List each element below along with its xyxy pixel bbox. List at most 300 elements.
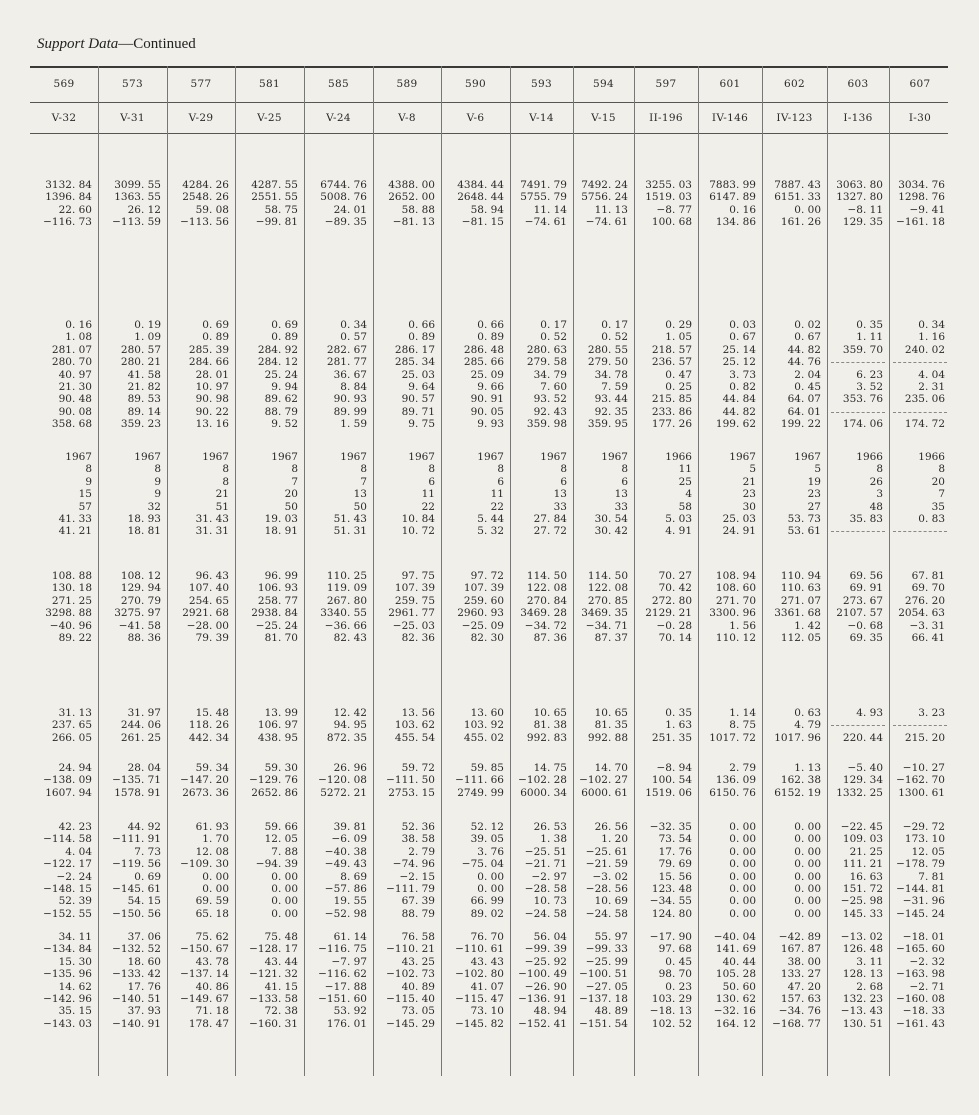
data-cell: 0. 00 <box>794 870 821 883</box>
data-cell: 58 <box>678 500 692 513</box>
data-cell: 3034. 76 <box>898 179 945 191</box>
data-cell: 14. 75 <box>533 762 567 774</box>
data-cell: 1967 <box>134 451 161 463</box>
data-cell: −110. 21 <box>386 943 435 956</box>
data-cell: 3. 52 <box>856 381 883 393</box>
data-cell: 6151. 33 <box>774 191 821 204</box>
data-cell: −32. 35 <box>649 821 692 833</box>
data-cell: −25. 24 <box>255 619 298 632</box>
data-cell: 27. 84 <box>533 513 567 525</box>
data-cell: 69. 70 <box>911 582 945 595</box>
data-cell: 8. 84 <box>340 381 367 393</box>
dashed-rule <box>831 531 885 532</box>
data-cell: 285. 66 <box>463 356 504 369</box>
data-cell: −41. 58 <box>118 619 161 632</box>
data-cell: 1332. 25 <box>836 786 883 799</box>
data-cell: 2551. 55 <box>251 191 298 204</box>
data-cell: 100. 68 <box>651 216 692 229</box>
data-cell: −89. 35 <box>324 216 367 229</box>
data-cell: −25. 98 <box>840 895 883 908</box>
data-cell: 2961. 77 <box>388 607 435 620</box>
data-cell: 73. 10 <box>470 1005 504 1018</box>
data-cell: 108. 60 <box>715 582 756 595</box>
data-cell: 0. 00 <box>202 883 229 895</box>
data-cell: 69. 59 <box>195 895 229 908</box>
column-code: V-8 <box>398 112 416 124</box>
data-cell: 8 <box>560 463 567 476</box>
data-cell: 0. 34 <box>918 319 945 331</box>
data-cell: 3. 23 <box>918 707 945 719</box>
data-cell: 992. 88 <box>587 731 628 744</box>
column-code: IV-123 <box>776 112 813 124</box>
data-cell: −25. 09 <box>461 619 504 632</box>
data-cell: 20 <box>284 488 298 501</box>
data-cell: −21. 59 <box>585 858 628 871</box>
column-code: V-15 <box>591 112 616 124</box>
data-cell: 25. 03 <box>722 513 756 525</box>
data-cell: 5755. 79 <box>520 191 567 204</box>
data-cell: 41. 15 <box>264 980 298 993</box>
data-cell: 3. 73 <box>729 368 756 381</box>
data-cell: −136. 91 <box>518 993 567 1005</box>
data-cell: 0. 00 <box>729 883 756 895</box>
data-cell: 0. 00 <box>794 845 821 858</box>
data-cell: 13. 56 <box>401 707 435 719</box>
data-cell: 4. 04 <box>918 368 945 381</box>
data-cell: 35 <box>931 500 945 513</box>
data-cell: −150. 67 <box>180 943 229 956</box>
data-cell: 1967 <box>601 451 628 463</box>
column-code: II-196 <box>649 112 683 124</box>
data-cell: 15. 30 <box>58 955 92 968</box>
data-cell: −140. 91 <box>112 1017 161 1030</box>
data-cell: 90. 93 <box>333 393 367 406</box>
column-id: 590 <box>465 78 486 90</box>
data-cell: −132. 52 <box>112 943 161 956</box>
data-cell: 0. 00 <box>794 203 821 216</box>
data-cell: −26. 90 <box>524 980 567 993</box>
data-cell: 2. 79 <box>729 762 756 774</box>
data-cell: 2749. 99 <box>457 786 504 799</box>
data-cell: 122. 08 <box>587 582 628 595</box>
data-cell: 359. 23 <box>120 418 161 431</box>
dashed-rule <box>893 412 947 413</box>
data-cell: 43. 43 <box>470 955 504 968</box>
data-cell: 133. 27 <box>780 968 821 981</box>
data-cell: 27. 72 <box>533 525 567 538</box>
data-cell: 16. 63 <box>849 870 883 883</box>
data-cell: 13. 16 <box>195 418 229 431</box>
data-cell: 5 <box>814 463 821 476</box>
data-cell: 76. 58 <box>401 931 435 943</box>
dashed-rule <box>893 531 947 532</box>
dashed-rule <box>893 725 947 726</box>
data-cell: 57 <box>78 500 92 513</box>
data-cell: −152. 41 <box>518 1017 567 1030</box>
data-cell: 97. 75 <box>401 570 435 582</box>
data-cell: 215. 85 <box>651 393 692 406</box>
data-cell: 89. 14 <box>127 405 161 418</box>
data-cell: 0. 00 <box>794 907 821 920</box>
data-cell: 8 <box>938 463 945 476</box>
data-cell: −7. 97 <box>331 955 367 968</box>
column-id: 593 <box>531 78 552 90</box>
data-cell: 17. 76 <box>127 980 161 993</box>
data-cell: 24. 01 <box>333 203 367 216</box>
data-cell: 215. 20 <box>904 731 945 744</box>
data-cell: 128. 13 <box>842 968 883 981</box>
data-cell: −145. 29 <box>386 1017 435 1030</box>
data-cell: −2. 15 <box>399 870 435 883</box>
data-cell: 6 <box>428 475 435 488</box>
data-cell: 6147. 89 <box>709 191 756 204</box>
data-cell: 2548. 26 <box>182 191 229 204</box>
data-cell: 88. 79 <box>401 907 435 920</box>
data-cell: 266. 05 <box>51 731 92 744</box>
data-cell: 9. 52 <box>271 418 298 431</box>
data-cell: 28. 04 <box>127 762 161 774</box>
data-cell: 174. 06 <box>842 418 883 431</box>
data-cell: 10. 84 <box>401 513 435 525</box>
data-cell: 0. 00 <box>794 895 821 908</box>
data-cell: 103. 92 <box>463 719 504 732</box>
data-cell: −25. 03 <box>392 619 435 632</box>
data-cell: 81. 70 <box>264 632 298 644</box>
data-cell: −13. 02 <box>840 931 883 943</box>
data-cell: 93. 52 <box>533 393 567 406</box>
data-cell: 6000. 34 <box>520 786 567 799</box>
data-cell: 2921. 68 <box>182 607 229 620</box>
data-cell: 4. 91 <box>665 525 692 538</box>
data-cell: 2652. 86 <box>251 786 298 799</box>
data-cell: 442. 34 <box>188 731 229 744</box>
data-cell: 26. 12 <box>127 203 161 216</box>
data-column <box>30 66 98 1076</box>
data-cell: 1298. 76 <box>898 191 945 204</box>
data-cell: 2. 04 <box>794 368 821 381</box>
data-cell: 151. 72 <box>842 883 883 895</box>
support-data-table <box>30 66 948 1076</box>
data-cell: 0. 00 <box>271 895 298 908</box>
data-cell: 42. 23 <box>58 821 92 833</box>
data-cell: −10. 27 <box>902 762 945 774</box>
data-cell: 0. 67 <box>794 331 821 344</box>
data-cell: 5. 32 <box>477 525 504 538</box>
data-cell: 59. 34 <box>195 762 229 774</box>
data-cell: −34. 71 <box>585 619 628 632</box>
data-cell: 8 <box>85 463 92 476</box>
data-cell: −168. 77 <box>772 1017 821 1030</box>
data-cell: 25. 12 <box>722 356 756 369</box>
data-cell: 0. 25 <box>665 381 692 393</box>
data-cell: 7 <box>938 488 945 501</box>
data-cell: −24. 58 <box>524 907 567 920</box>
data-cell: 114. 50 <box>526 570 567 582</box>
data-cell: −21. 71 <box>524 858 567 871</box>
data-cell: 0. 57 <box>340 331 367 344</box>
data-cell: −143. 03 <box>43 1017 92 1030</box>
data-cell: 279. 58 <box>526 356 567 369</box>
data-cell: 67. 39 <box>401 895 435 908</box>
data-cell: 0. 00 <box>271 883 298 895</box>
data-cell: 107. 39 <box>394 582 435 595</box>
column-code: IV-146 <box>711 112 749 124</box>
data-cell: 48 <box>869 500 883 513</box>
data-cell: 1. 11 <box>856 331 883 344</box>
data-cell: 3361. 68 <box>774 607 821 620</box>
data-cell: 261. 25 <box>120 731 161 744</box>
data-cell: 0. 52 <box>601 331 628 344</box>
data-cell: 44. 76 <box>787 356 821 369</box>
data-cell: 0. 00 <box>729 895 756 908</box>
data-cell: −2. 71 <box>909 980 945 993</box>
data-cell: 284. 92 <box>257 343 298 356</box>
data-cell: 53. 92 <box>333 1005 367 1018</box>
data-cell: 89. 53 <box>127 393 161 406</box>
data-cell: 280. 21 <box>120 356 161 369</box>
data-cell: 105. 28 <box>715 968 756 981</box>
data-cell: 6150. 76 <box>709 786 756 799</box>
data-cell: −75. 04 <box>461 858 504 871</box>
data-cell: 178. 47 <box>188 1017 229 1030</box>
data-cell: 0. 00 <box>794 833 821 846</box>
data-cell: 359. 98 <box>526 418 567 431</box>
data-cell: 18. 81 <box>127 525 161 538</box>
data-cell: 21. 25 <box>849 845 883 858</box>
data-cell: −81. 13 <box>392 216 435 229</box>
data-cell: 0. 19 <box>134 319 161 331</box>
data-cell: −8. 77 <box>656 203 692 216</box>
data-cell: 52. 36 <box>401 821 435 833</box>
data-cell: −116. 75 <box>318 943 367 956</box>
data-cell: −102. 28 <box>518 774 567 787</box>
data-cell: 31. 13 <box>58 707 92 719</box>
data-cell: 70. 27 <box>658 570 692 582</box>
data-cell: 8. 69 <box>340 870 367 883</box>
data-cell: −114. 58 <box>43 833 92 846</box>
data-cell: 102. 52 <box>651 1017 692 1030</box>
data-cell: 176. 01 <box>326 1017 367 1030</box>
data-cell: 5 <box>749 463 756 476</box>
data-cell: 15 <box>78 488 92 501</box>
data-cell: 1327. 80 <box>836 191 883 204</box>
data-column <box>762 66 827 1076</box>
data-cell: 270. 79 <box>120 594 161 607</box>
data-cell: −119. 56 <box>112 858 161 871</box>
data-cell: 258. 77 <box>257 594 298 607</box>
data-cell: 130. 51 <box>842 1017 883 1030</box>
data-cell: 82. 30 <box>470 632 504 644</box>
data-cell: 358. 68 <box>51 418 92 431</box>
data-cell: 4388. 00 <box>388 179 435 191</box>
data-cell: −149. 67 <box>180 993 229 1005</box>
data-cell: 37. 06 <box>127 931 161 943</box>
data-cell: −102. 73 <box>386 968 435 981</box>
data-cell: 90. 08 <box>58 405 92 418</box>
data-cell: −8. 11 <box>847 203 883 216</box>
data-cell: 872. 35 <box>326 731 367 744</box>
data-cell: −128. 17 <box>249 943 298 956</box>
data-cell: −161. 43 <box>896 1017 945 1030</box>
column-code: V-14 <box>529 112 554 124</box>
data-cell: −3. 31 <box>909 619 945 632</box>
data-cell: −31. 96 <box>902 895 945 908</box>
data-cell: 6 <box>560 475 567 488</box>
data-cell: −22. 45 <box>840 821 883 833</box>
data-cell: 0. 00 <box>729 907 756 920</box>
data-cell: 69. 91 <box>849 582 883 595</box>
data-cell: 438. 95 <box>257 731 298 744</box>
data-cell: 8 <box>497 463 504 476</box>
data-cell: 359. 70 <box>842 343 883 356</box>
data-cell: 161. 26 <box>780 216 821 229</box>
data-cell: 3298. 88 <box>45 607 92 620</box>
data-cell: −160. 31 <box>249 1017 298 1030</box>
data-column <box>235 66 304 1076</box>
data-cell: −57. 86 <box>324 883 367 895</box>
data-cell: 40. 89 <box>401 980 435 993</box>
data-cell: 3. 11 <box>856 955 883 968</box>
data-cell: 0. 66 <box>477 319 504 331</box>
data-cell: −144. 81 <box>896 883 945 895</box>
data-column <box>304 66 373 1076</box>
data-cell: 31. 43 <box>195 513 229 525</box>
data-cell: 12. 08 <box>195 845 229 858</box>
data-cell: 134. 86 <box>715 216 756 229</box>
data-cell: 103. 29 <box>651 993 692 1005</box>
data-cell: 61. 93 <box>195 821 229 833</box>
column-code: V-32 <box>51 112 77 124</box>
data-cell: 31. 97 <box>127 707 161 719</box>
data-cell: 0. 00 <box>794 858 821 871</box>
data-cell: 271. 25 <box>51 594 92 607</box>
data-cell: 5272. 21 <box>320 786 367 799</box>
data-cell: 6000. 61 <box>581 786 628 799</box>
data-cell: 27 <box>807 500 821 513</box>
data-cell: −13. 43 <box>840 1005 883 1018</box>
data-cell: 109. 03 <box>842 833 883 846</box>
data-cell: −109. 30 <box>180 858 229 871</box>
data-cell: 37. 93 <box>127 1005 161 1018</box>
column-code: I-30 <box>908 112 932 124</box>
data-cell: 2. 68 <box>856 980 883 993</box>
data-cell: 39. 81 <box>333 821 367 833</box>
data-cell: −140. 51 <box>112 993 161 1005</box>
data-cell: 1967 <box>65 451 92 463</box>
data-cell: −113. 59 <box>112 216 161 229</box>
data-cell: 70. 14 <box>658 632 692 644</box>
data-cell: 164. 12 <box>715 1017 756 1030</box>
data-cell: 7 <box>291 475 298 488</box>
data-cell: 271. 07 <box>780 594 821 607</box>
data-cell: 0. 83 <box>918 513 945 525</box>
data-cell: 0. 16 <box>729 203 756 216</box>
data-cell: 124. 80 <box>651 907 692 920</box>
data-cell: 10. 65 <box>594 707 628 719</box>
data-cell: −5. 40 <box>847 762 883 774</box>
data-cell: 129. 35 <box>842 216 883 229</box>
data-cell: 11. 13 <box>594 203 628 216</box>
data-cell: 53. 61 <box>787 525 821 538</box>
data-cell: 17. 76 <box>658 845 692 858</box>
data-cell: 9. 66 <box>477 381 504 393</box>
data-cell: −133. 42 <box>112 968 161 981</box>
data-column <box>634 66 698 1076</box>
data-cell: 10. 69 <box>594 895 628 908</box>
data-cell: 79. 69 <box>658 858 692 871</box>
data-cell: 19. 03 <box>264 513 298 525</box>
data-cell: 22 <box>421 500 435 513</box>
data-cell: 173. 10 <box>904 833 945 846</box>
data-cell: 18. 60 <box>127 955 161 968</box>
data-cell: 0. 45 <box>665 955 692 968</box>
data-cell: −100. 51 <box>579 968 628 981</box>
data-cell: 14. 70 <box>594 762 628 774</box>
data-cell: 0. 69 <box>271 319 298 331</box>
data-cell: −145. 82 <box>455 1017 504 1030</box>
data-cell: 69. 56 <box>849 570 883 582</box>
data-cell: 38. 00 <box>787 955 821 968</box>
data-cell: 145. 33 <box>842 907 883 920</box>
data-cell: 270. 85 <box>587 594 628 607</box>
data-cell: −100. 49 <box>518 968 567 981</box>
data-cell: 284. 12 <box>257 356 298 369</box>
column-code: V-6 <box>466 112 485 124</box>
data-cell: 28. 01 <box>195 368 229 381</box>
data-cell: 43. 25 <box>401 955 435 968</box>
data-cell: 276. 20 <box>904 594 945 607</box>
data-cell: 61. 14 <box>333 931 367 943</box>
column-id: 603 <box>847 78 869 90</box>
data-cell: −18. 13 <box>649 1005 692 1018</box>
data-cell: 6152. 19 <box>774 786 821 799</box>
data-cell: 1017. 72 <box>709 731 756 744</box>
data-cell: 34. 79 <box>533 368 567 381</box>
data-cell: −161. 18 <box>896 216 945 229</box>
data-cell: 6. 23 <box>856 368 883 381</box>
data-cell: 35. 15 <box>58 1005 92 1018</box>
data-cell: 3255. 03 <box>645 179 692 191</box>
data-cell: 34. 78 <box>594 368 628 381</box>
title-italic: Support Data <box>37 36 119 52</box>
data-cell: 10. 65 <box>533 707 567 719</box>
column-code: V-31 <box>120 112 145 124</box>
data-cell: −25. 61 <box>585 845 628 858</box>
data-cell: 41. 21 <box>58 525 92 538</box>
data-cell: 3063. 80 <box>836 179 883 191</box>
data-cell: 41. 07 <box>470 980 504 993</box>
data-cell: 8. 75 <box>729 719 756 732</box>
data-cell: 0. 00 <box>729 845 756 858</box>
data-cell: −165. 60 <box>896 943 945 956</box>
data-cell: 59. 85 <box>470 762 504 774</box>
column-id: 573 <box>122 78 143 90</box>
data-cell: 112. 05 <box>780 632 821 644</box>
data-column <box>698 66 762 1076</box>
data-cell: 67. 81 <box>911 570 945 582</box>
data-cell: 33 <box>614 500 628 513</box>
data-cell: 5008. 76 <box>320 191 367 204</box>
data-cell: 59. 66 <box>264 821 298 833</box>
data-cell: 240. 02 <box>904 343 945 356</box>
data-cell: −138. 09 <box>43 774 92 787</box>
data-cell: 199. 62 <box>715 418 756 431</box>
data-cell: 79. 39 <box>195 632 229 644</box>
data-cell: 25. 03 <box>401 368 435 381</box>
data-cell: 9. 94 <box>271 381 298 393</box>
data-cell: 2129. 21 <box>645 607 692 620</box>
data-cell: 69. 35 <box>849 632 883 644</box>
